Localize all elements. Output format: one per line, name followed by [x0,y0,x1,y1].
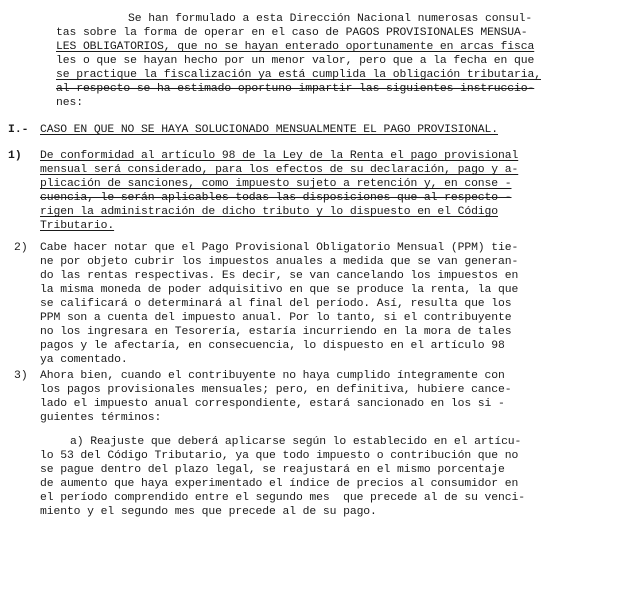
point-1-line-1: De conformidad al artículo 98 de la Ley de la Renta el pago provisional [40,150,519,162]
point-3-line-2: los pagos provisionales mensuales; pero, en definitiva, hubiere cance- [40,384,512,396]
intro-line-7: nes: [56,97,83,109]
point-3-line-3: lado el impuesto anual correspondiente, estará sancionado en los si - [40,398,505,410]
intro-line-6: al respecto se ha estimado oportuno impartir las siguientes instruccio- [56,83,535,95]
intro-line-1: Se han formulado a esta Dirección Nacional numerosas consul- [128,13,533,25]
point-3a-line-1: a) Reajuste que deberá aplicarse según lo establecido en el artícu- [70,436,522,448]
point-1-number: 1) [8,150,22,162]
point-1-line-2: mensual será considerado, para los efectos de su declaración, pago y a- [40,164,519,176]
point-2-line-1: Cabe hacer notar que el Pago Provisional Obligatorio Mensual (PPM) tie- [40,242,519,254]
point-3a-line-4: de aumento que haya experimentado el índice de precios al consumidor en [40,478,519,490]
point-1-line-3: plicación de sanciones, como impuesto sujeto a retención y, en conse - [40,178,512,190]
point-2-line-2: ne por objeto cubrir los impuestos anuales a medida que se van generan- [40,256,519,268]
point-3a-line-6: miento y el segundo mes que precede al de su pago. [40,506,377,518]
point-2-line-5: se calificará o determinará al final del período. Así, resulta que los [40,298,512,310]
point-3a-line-3: se pague dentro del plazo legal, se reajustará en el mismo porcentaje [40,464,505,476]
section-number: I.- [8,124,29,136]
point-2-line-7: no los ingresara en Tesorería, estaría incurriendo en la mora de tales [40,326,512,338]
point-3a-line-5: el período comprendido entre el segundo mes que precede al de su venci- [40,492,525,504]
point-2-line-8: pagos y le afectaría, en consecuencia, lo dispuesto en el artículo 98 [40,340,505,352]
point-2-line-6: PPM son a cuenta del impuesto anual. Por lo tanto, si el contribuyente [40,312,512,324]
point-3-number: 3) [14,370,28,382]
intro-line-3: LES OBLIGATORIOS, que no se hayan enterado oportunamente en arcas fisca [56,41,535,53]
point-3a-line-2: lo 53 del Código Tributario, ya que todo impuesto o contribución que no [40,450,519,462]
point-2-line-9: ya comentado. [40,354,128,366]
point-1-line-6: Tributario. [40,220,115,232]
point-2-number: 2) [14,242,28,254]
point-2-line-3: do las rentas respectivas. Es decir, se van cancelando los impuestos en [40,270,519,282]
point-2-line-4: la misma moneda de poder adquisitivo en que se produce la renta, la que [40,284,519,296]
point-1-line-4: cuencia, le serán aplicables todas las disposiciones que al respecto - [40,192,512,204]
intro-line-2: tas sobre la forma de operar en el caso de PAGOS PROVISIONALES MENSUA- [56,27,528,39]
intro-line-5: se practique la fiscalización ya está cumplida la obligación tributaria, [56,69,541,81]
intro-line-4: les o que se hayan hecho por un menor valor, pero que a la fecha en que [56,55,535,67]
point-3-line-1: Ahora bien, cuando el contribuyente no haya cumplido íntegramente con [40,370,505,382]
point-1-line-5: rigen la administración de dicho tributo y lo dispuesto en el Código [40,206,499,218]
section-heading: CASO EN QUE NO SE HAYA SOLUCIONADO MENSUALMENTE EL PAGO PROVISIONAL. [40,124,499,136]
point-3-line-4: guientes términos: [40,412,162,424]
